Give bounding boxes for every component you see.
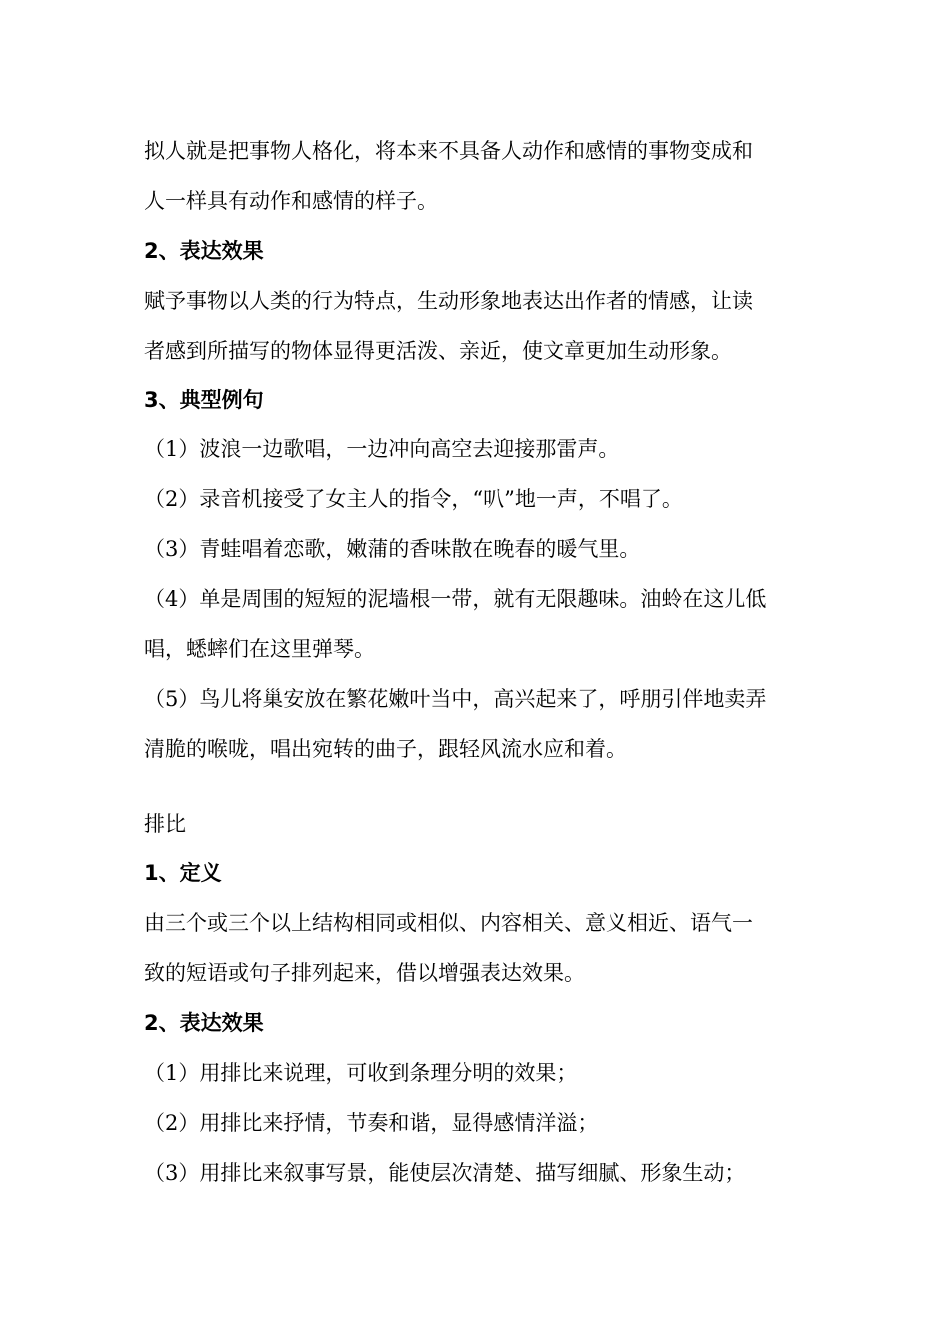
personification-example-4-line-1: （4）单是周围的短短的泥墙根一带，就有无限趣味。油蛉在这儿低 [144,587,767,611]
personification-effect-line-2: 者感到所描写的物体显得更活泼、亲近，使文章更加生动形象。 [144,339,732,363]
personification-effect-line-1: 赋予事物以人类的行为特点，生动形象地表达出作者的情感，让读 [144,289,753,313]
parallelism-effect-1: （1）用排比来说理，可收到条理分明的效果； [144,1061,578,1085]
personification-example-5-line-2: 清脆的喉咙，唱出宛转的曲子，跟轻风流水应和着。 [144,737,627,761]
personification-definition-line-2: 人一样具有动作和感情的样子。 [144,189,438,213]
parallelism-effect-3: （3）用排比来叙事写景，能使层次清楚、描写细腻、形象生动； [144,1161,746,1185]
personification-effect-heading: 2、表达效果 [144,239,264,263]
personification-examples-heading: 3、典型例句 [144,388,264,412]
parallelism-effect-heading: 2、表达效果 [144,1011,264,1035]
parallelism-effect-2: （2）用排比来抒情，节奏和谐，显得感情洋溢； [144,1111,599,1135]
parallelism-definition-line-2: 致的短语或句子排列起来，借以增强表达效果。 [144,961,585,985]
personification-example-5-line-1: （5）鸟儿将巢安放在繁花嫩叶当中，高兴起来了，呼朋引伴地卖弄 [144,687,767,711]
personification-example-3: （3）青蛙唱着恋歌，嫩蒲的香味散在晚春的暖气里。 [144,537,641,561]
personification-example-1: （1）波浪一边歌唱，一边冲向高空去迎接那雷声。 [144,437,620,461]
parallelism-definition-heading: 1、定义 [144,861,222,885]
personification-example-2: （2）录音机接受了女主人的指令，“叭”地一声，不唱了。 [144,487,683,511]
personification-definition-line-1: 拟人就是把事物人格化，将本来不具备人动作和感情的事物变成和 [144,139,753,163]
parallelism-title: 排比 [144,812,186,836]
parallelism-definition-line-1: 由三个或三个以上结构相同或相似、内容相关、意义相近、语气一 [144,911,753,935]
personification-example-4-line-2: 唱，蟋蟀们在这里弹琴。 [144,637,375,661]
